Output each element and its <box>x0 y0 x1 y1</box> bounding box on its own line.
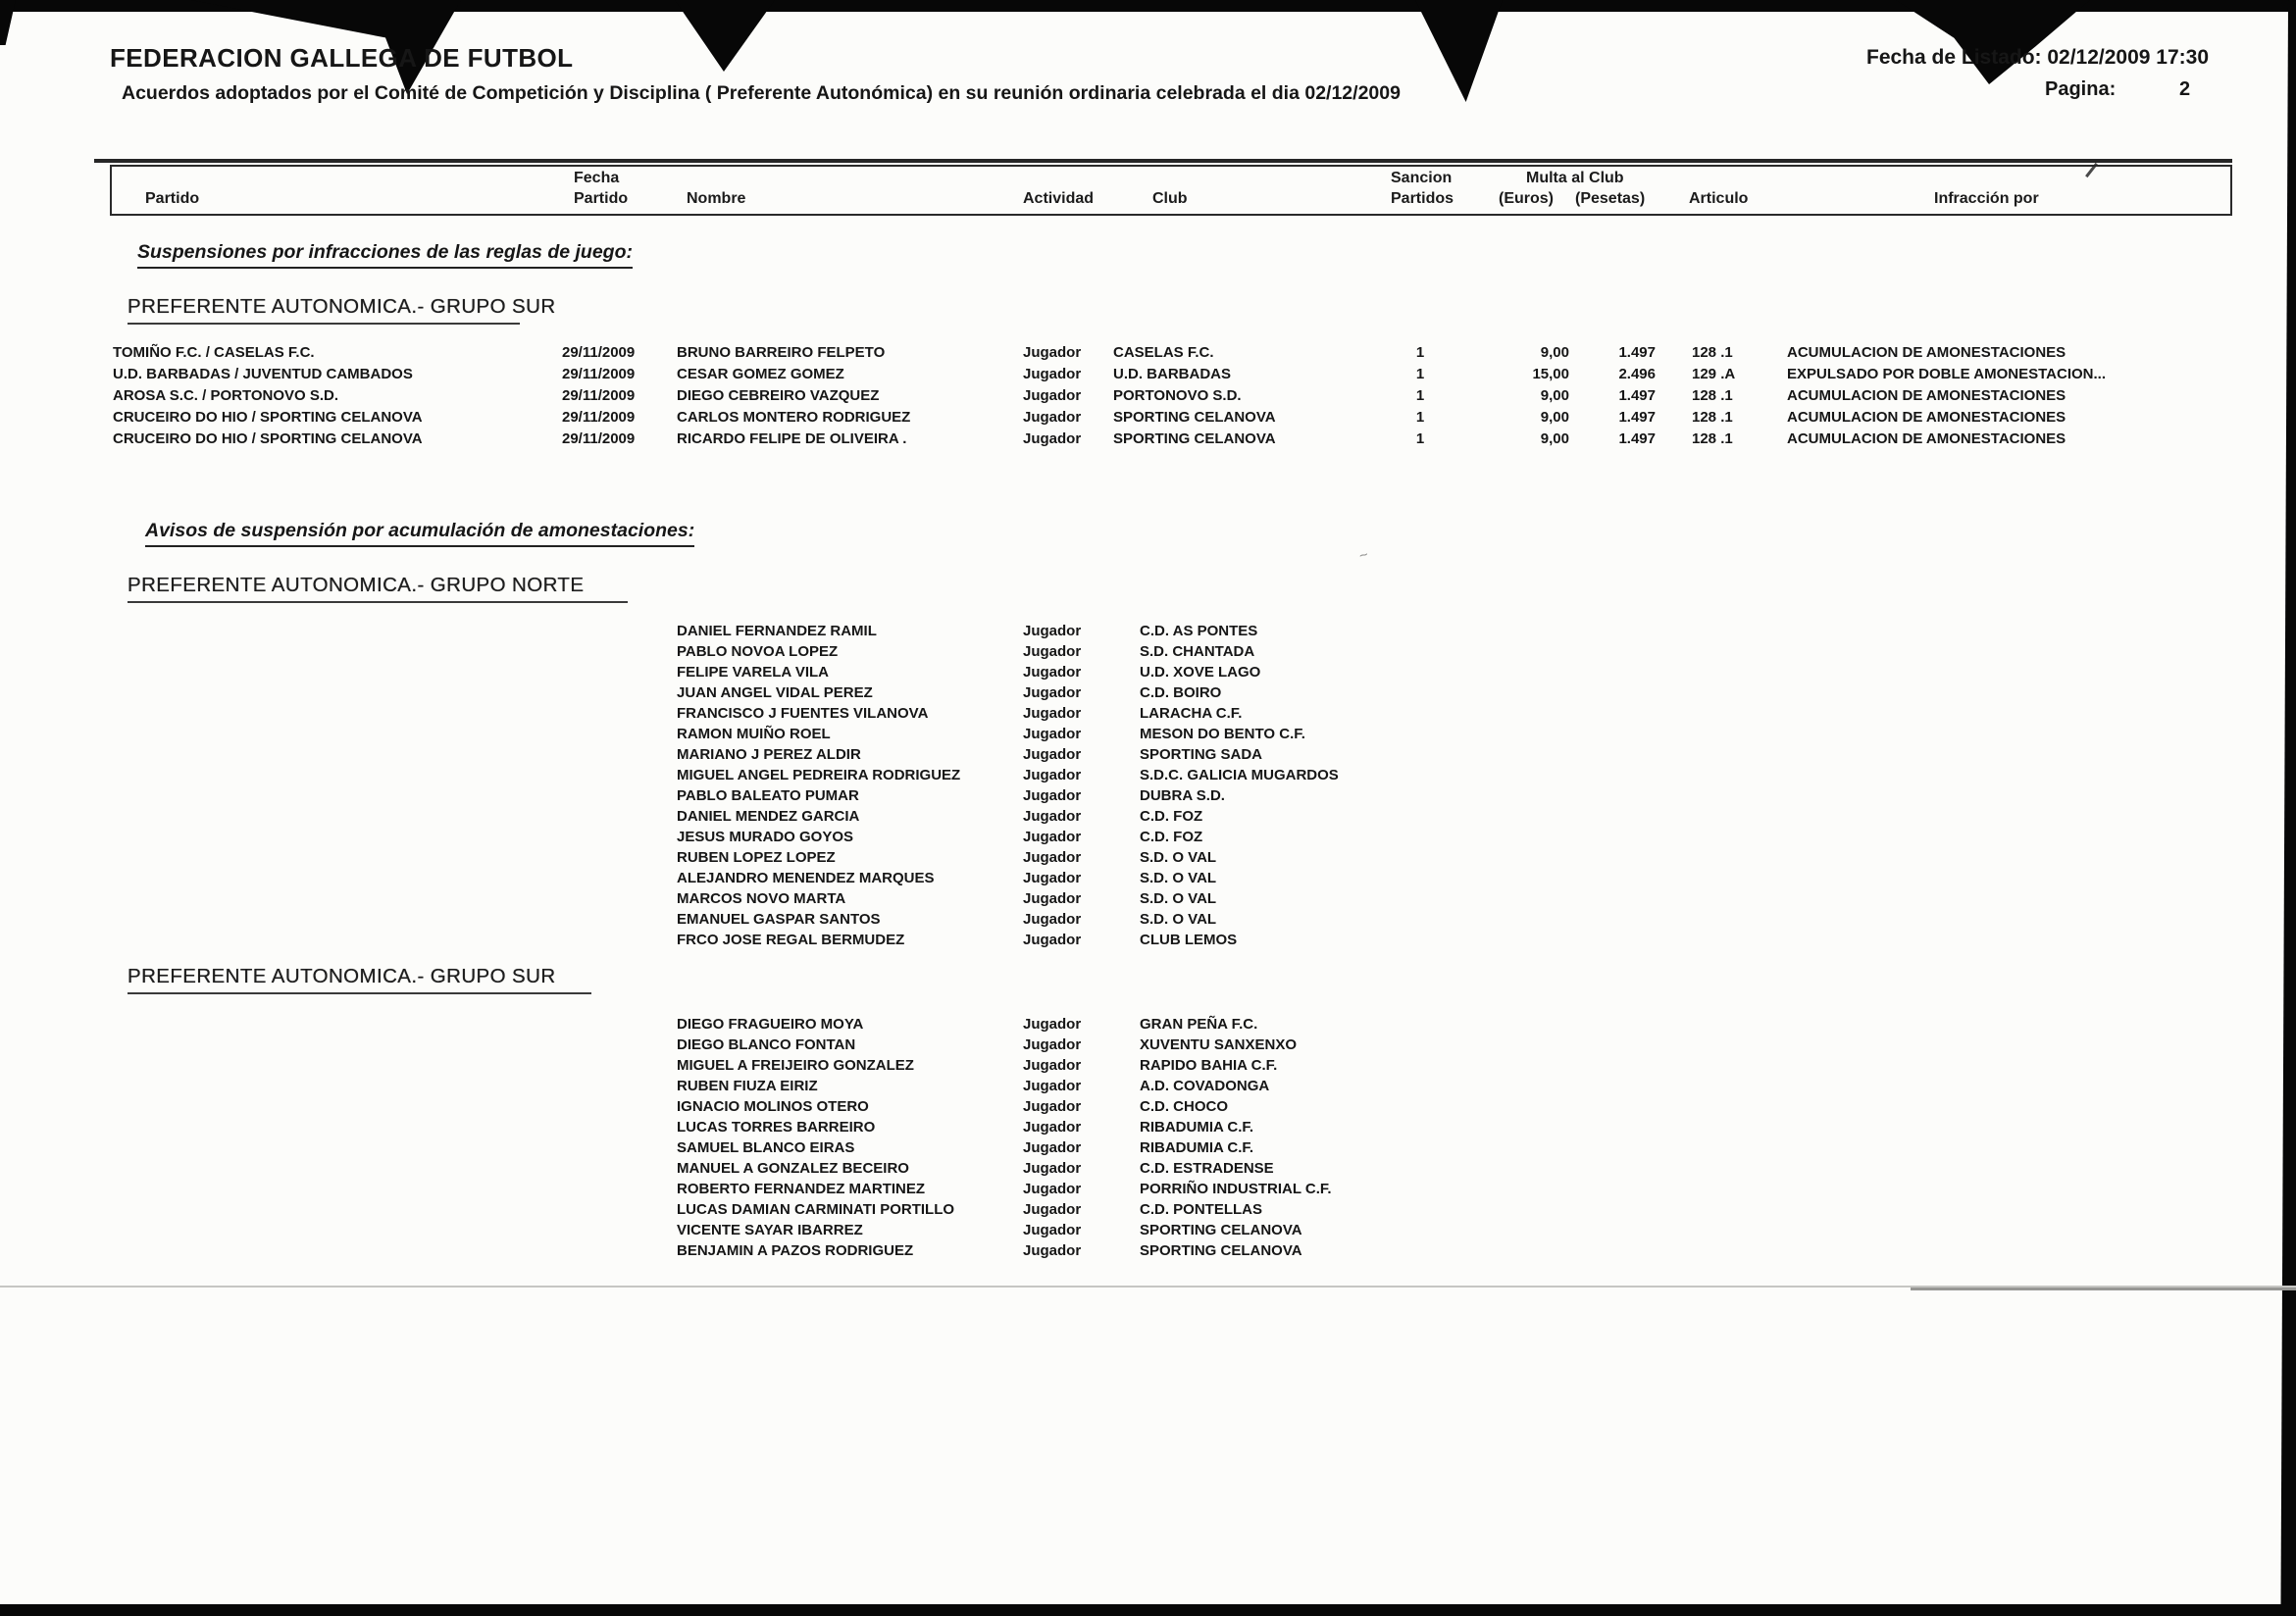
cell-actividad: Jugador <box>1023 366 1082 382</box>
cell-actividad: Jugador <box>1023 1139 1082 1156</box>
table-row <box>0 1015 2296 1035</box>
column-header-fecha-partido: Partido <box>574 190 629 207</box>
table-row <box>0 1200 2296 1221</box>
cell-nombre: DIEGO BLANCO FONTAN <box>677 1036 856 1053</box>
cell-actividad: Jugador <box>1023 849 1082 866</box>
cell-nombre: RICARDO FELIPE DE OLIVEIRA . <box>677 430 907 447</box>
cell-club: C.D. FOZ <box>1140 808 1203 825</box>
cell-euros: 9,00 <box>1540 344 1569 361</box>
table-row <box>0 1118 2296 1138</box>
cell-partido: U.D. BARBADAS / JUVENTUD CAMBADOS <box>113 366 413 382</box>
cell-nombre: ALEJANDRO MENENDEZ MARQUES <box>677 870 935 886</box>
cell-club: C.D. AS PONTES <box>1140 623 1258 639</box>
cell-sancion: 1 <box>1415 366 1425 382</box>
table-row <box>0 1159 2296 1180</box>
cell-partido: CRUCEIRO DO HIO / SPORTING CELANOVA <box>113 409 423 426</box>
cell-club: U.D. XOVE LAGO <box>1140 664 1261 681</box>
table-row <box>0 683 2296 704</box>
cell-nombre: RAMON MUIÑO ROEL <box>677 726 831 742</box>
cell-actividad: Jugador <box>1023 430 1082 447</box>
cell-club: DUBRA S.D. <box>1140 787 1225 804</box>
cell-club: C.D. ESTRADENSE <box>1140 1160 1274 1177</box>
cell-fecha: 29/11/2009 <box>562 409 636 426</box>
cell-actividad: Jugador <box>1023 787 1082 804</box>
cell-club: SPORTING SADA <box>1140 746 1263 763</box>
column-header-fecha: Fecha <box>574 170 620 186</box>
cell-nombre: LUCAS DAMIAN CARMINATI PORTILLO <box>677 1201 955 1218</box>
cell-nombre: DIEGO FRAGUEIRO MOYA <box>677 1016 864 1033</box>
cell-club: MESON DO BENTO C.F. <box>1140 726 1305 742</box>
cell-actividad: Jugador <box>1023 932 1082 948</box>
scan-artifact-blob <box>1415 0 1503 102</box>
cell-nombre: VICENTE SAYAR IBARREZ <box>677 1222 863 1238</box>
table-row <box>0 869 2296 889</box>
table-row <box>0 642 2296 663</box>
table-row <box>0 1138 2296 1159</box>
cell-pesetas: 1.497 <box>1618 409 1656 426</box>
table-row <box>0 1056 2296 1077</box>
cell-club: PORTONOVO S.D. <box>1113 387 1242 404</box>
cell-fecha: 29/11/2009 <box>562 430 636 447</box>
table-row <box>0 622 2296 642</box>
cell-club: S.D. O VAL <box>1140 890 1217 907</box>
cell-actividad: Jugador <box>1023 344 1082 361</box>
cell-articulo: 128 .1 <box>1692 387 1733 404</box>
scan-artifact-corner <box>0 0 16 45</box>
table-row <box>0 429 2296 451</box>
cell-club: SPORTING CELANOVA <box>1140 1222 1302 1238</box>
cell-actividad: Jugador <box>1023 726 1082 742</box>
cell-pesetas: 2.496 <box>1618 366 1656 382</box>
cell-infraccion: ACUMULACION DE AMONESTACIONES <box>1787 409 2066 426</box>
cell-actividad: Jugador <box>1023 623 1082 639</box>
cell-actividad: Jugador <box>1023 1036 1082 1053</box>
cell-actividad: Jugador <box>1023 890 1082 907</box>
cell-infraccion: ACUMULACION DE AMONESTACIONES <box>1787 430 2066 447</box>
cell-club: SPORTING CELANOVA <box>1113 409 1276 426</box>
cell-actividad: Jugador <box>1023 664 1082 681</box>
table-row <box>0 1077 2296 1097</box>
cell-partido: AROSA S.C. / PORTONOVO S.D. <box>113 387 339 404</box>
scan-artifact-bottom-bar <box>0 1604 2296 1616</box>
cell-nombre: DIEGO CEBREIRO VAZQUEZ <box>677 387 880 404</box>
table-row <box>0 1180 2296 1200</box>
cell-actividad: Jugador <box>1023 870 1082 886</box>
section-title-avisos: Avisos de suspensión por acumulación de amonestaciones: <box>145 520 694 547</box>
organization-title: FEDERACION GALLEGA DE FUTBOL <box>110 43 574 73</box>
cell-club: LARACHA C.F. <box>1140 705 1243 722</box>
table-row <box>0 725 2296 745</box>
table-row <box>0 889 2296 910</box>
cell-actividad: Jugador <box>1023 1242 1082 1259</box>
scan-artifact-fold-line <box>1911 1288 2296 1290</box>
column-header-partido: Partido <box>145 190 200 207</box>
cell-club: GRAN PEÑA F.C. <box>1140 1016 1258 1033</box>
table-row <box>0 828 2296 848</box>
cell-club: XUVENTU SANXENXO <box>1140 1036 1298 1053</box>
cell-nombre: MARIANO J PEREZ ALDIR <box>677 746 861 763</box>
cell-club: RIBADUMIA C.F. <box>1140 1139 1254 1156</box>
cell-actividad: Jugador <box>1023 911 1082 928</box>
cell-pesetas: 1.497 <box>1618 387 1656 404</box>
cell-sancion: 1 <box>1415 387 1425 404</box>
section-title-suspensiones: Suspensiones por infracciones de las reglas de juego: <box>137 241 633 269</box>
column-header-sancion: Sancion <box>1391 170 1453 186</box>
cell-euros: 9,00 <box>1540 409 1569 426</box>
cell-fecha: 29/11/2009 <box>562 387 636 404</box>
cell-nombre: MANUEL A GONZALEZ BECEIRO <box>677 1160 909 1177</box>
cell-nombre: MARCOS NOVO MARTA <box>677 890 846 907</box>
cell-infraccion: ACUMULACION DE AMONESTACIONES <box>1787 387 2066 404</box>
cell-actividad: Jugador <box>1023 767 1082 783</box>
table-row <box>0 910 2296 931</box>
cell-pesetas: 1.497 <box>1618 344 1656 361</box>
cell-nombre: ROBERTO FERNANDEZ MARTINEZ <box>677 1181 926 1197</box>
cell-nombre: PABLO NOVOA LOPEZ <box>677 643 839 660</box>
cell-actividad: Jugador <box>1023 1016 1082 1033</box>
table-row <box>0 704 2296 725</box>
cell-nombre: JESUS MURADO GOYOS <box>677 829 854 845</box>
cell-fecha: 29/11/2009 <box>562 344 636 361</box>
cell-nombre: SAMUEL BLANCO EIRAS <box>677 1139 855 1156</box>
cell-club: PORRIÑO INDUSTRIAL C.F. <box>1140 1181 1332 1197</box>
cell-actividad: Jugador <box>1023 705 1082 722</box>
cell-articulo: 128 .1 <box>1692 344 1733 361</box>
cell-nombre: PABLO BALEATO PUMAR <box>677 787 859 804</box>
suspensiones-table <box>0 343 2296 451</box>
cell-club: RIBADUMIA C.F. <box>1140 1119 1254 1136</box>
cell-actividad: Jugador <box>1023 1119 1082 1136</box>
column-header-multa: Multa al Club <box>1526 170 1624 186</box>
cell-articulo: 128 .1 <box>1692 430 1733 447</box>
cell-nombre: FRANCISCO J FUENTES VILANOVA <box>677 705 929 722</box>
cell-nombre: FELIPE VARELA VILA <box>677 664 830 681</box>
column-header-nombre: Nombre <box>687 190 746 207</box>
cell-actividad: Jugador <box>1023 808 1082 825</box>
cell-nombre: EMANUEL GASPAR SANTOS <box>677 911 881 928</box>
cell-articulo: 128 .1 <box>1692 409 1733 426</box>
cell-club: SPORTING CELANOVA <box>1113 430 1276 447</box>
table-row <box>0 931 2296 951</box>
cell-actividad: Jugador <box>1023 409 1082 426</box>
cell-club: CLUB LEMOS <box>1140 932 1238 948</box>
cell-nombre: BENJAMIN A PAZOS RODRIGUEZ <box>677 1242 914 1259</box>
cell-articulo: 129 .A <box>1692 366 1736 382</box>
cell-club: C.D. PONTELLAS <box>1140 1201 1263 1218</box>
cell-actividad: Jugador <box>1023 684 1082 701</box>
cell-sancion: 1 <box>1415 409 1425 426</box>
cell-club: RAPIDO BAHIA C.F. <box>1140 1057 1278 1074</box>
cell-actividad: Jugador <box>1023 746 1082 763</box>
cell-euros: 9,00 <box>1540 430 1569 447</box>
cell-nombre: RUBEN LOPEZ LOPEZ <box>677 849 836 866</box>
cell-partido: CRUCEIRO DO HIO / SPORTING CELANOVA <box>113 430 423 447</box>
cell-club: CASELAS F.C. <box>1113 344 1214 361</box>
group-heading-sur-2: PREFERENTE AUTONOMICA.- GRUPO SUR <box>128 965 591 994</box>
table-row <box>0 386 2296 408</box>
cell-nombre: IGNACIO MOLINOS OTERO <box>677 1098 869 1115</box>
table-row <box>0 1221 2296 1241</box>
cell-nombre: CARLOS MONTERO RODRIGUEZ <box>677 409 911 426</box>
cell-infraccion: EXPULSADO POR DOBLE AMONESTACION... <box>1787 366 2107 382</box>
column-header-infraccion: Infracción por <box>1934 190 2039 207</box>
cell-nombre: JUAN ANGEL VIDAL PEREZ <box>677 684 873 701</box>
column-header-actividad: Actividad <box>1023 190 1095 207</box>
cell-nombre: RUBEN FIUZA EIRIZ <box>677 1078 818 1094</box>
column-header-sancion-partidos: Partidos <box>1391 190 1454 207</box>
cell-sancion: 1 <box>1415 430 1425 447</box>
cell-club: SPORTING CELANOVA <box>1140 1242 1302 1259</box>
scan-artifact-squiggle: ~ <box>1356 546 1371 565</box>
group-heading-norte: PREFERENTE AUTONOMICA.- GRUPO NORTE <box>128 574 628 603</box>
table-row <box>0 1241 2296 1262</box>
table-row <box>0 786 2296 807</box>
cell-nombre: FRCO JOSE REGAL BERMUDEZ <box>677 932 905 948</box>
column-header-articulo: Articulo <box>1689 190 1749 207</box>
table-header-top-rule <box>94 159 2232 163</box>
cell-nombre: DANIEL FERNANDEZ RAMIL <box>677 623 877 639</box>
table-row <box>0 408 2296 429</box>
cell-actividad: Jugador <box>1023 1181 1082 1197</box>
table-row <box>0 365 2296 386</box>
cell-club: S.D. O VAL <box>1140 911 1217 928</box>
cell-nombre: MIGUEL A FREIJEIRO GONZALEZ <box>677 1057 914 1074</box>
cell-nombre: LUCAS TORRES BARREIRO <box>677 1119 876 1136</box>
cell-actividad: Jugador <box>1023 387 1082 404</box>
table-row <box>0 663 2296 683</box>
column-header-club: Club <box>1152 190 1188 207</box>
scan-artifact-blob <box>675 0 775 72</box>
cell-actividad: Jugador <box>1023 1078 1082 1094</box>
cell-club: S.D. CHANTADA <box>1140 643 1255 660</box>
page-number-label: Pagina: <box>2045 78 2117 100</box>
scan-artifact-blob <box>1896 0 2090 84</box>
cell-nombre: BRUNO BARREIRO FELPETO <box>677 344 886 361</box>
cell-club: C.D. FOZ <box>1140 829 1203 845</box>
cell-euros: 15,00 <box>1532 366 1569 382</box>
cell-nombre: DANIEL MENDEZ GARCIA <box>677 808 860 825</box>
cell-club: A.D. COVADONGA <box>1140 1078 1270 1094</box>
listing-date: Fecha de Listado: 02/12/2009 17:30 <box>1866 46 2210 69</box>
cell-actividad: Jugador <box>1023 1160 1082 1177</box>
cell-nombre: MIGUEL ANGEL PEDREIRA RODRIGUEZ <box>677 767 961 783</box>
cell-club: S.D. O VAL <box>1140 870 1217 886</box>
document-subtitle: Acuerdos adoptados por el Comité de Competición y Disciplina ( Preferente Autonómica) en su reunión ordinaria celebrada el dia 02/12/2009 <box>122 82 1401 104</box>
cell-club: C.D. BOIRO <box>1140 684 1222 701</box>
cell-sancion: 1 <box>1415 344 1425 361</box>
cell-actividad: Jugador <box>1023 1057 1082 1074</box>
cell-pesetas: 1.497 <box>1618 430 1656 447</box>
cell-club: S.D.C. GALICIA MUGARDOS <box>1140 767 1339 783</box>
cell-nombre: CESAR GOMEZ GOMEZ <box>677 366 844 382</box>
cell-fecha: 29/11/2009 <box>562 366 636 382</box>
cell-club: S.D. O VAL <box>1140 849 1217 866</box>
table-row <box>0 807 2296 828</box>
avisos-sur-table <box>0 1015 2296 1262</box>
cell-actividad: Jugador <box>1023 829 1082 845</box>
cell-actividad: Jugador <box>1023 1222 1082 1238</box>
cell-actividad: Jugador <box>1023 1098 1082 1115</box>
table-row <box>0 745 2296 766</box>
cell-club: C.D. CHOCO <box>1140 1098 1228 1115</box>
column-header-euros: (Euros) <box>1499 190 1554 207</box>
table-row <box>0 1035 2296 1056</box>
column-header-pesetas: (Pesetas) <box>1575 190 1646 207</box>
table-row <box>0 343 2296 365</box>
table-row <box>0 766 2296 786</box>
cell-actividad: Jugador <box>1023 1201 1082 1218</box>
table-row <box>0 848 2296 869</box>
page-number-value: 2 <box>2179 78 2191 100</box>
avisos-norte-table <box>0 622 2296 951</box>
cell-club: U.D. BARBADAS <box>1113 366 1231 382</box>
cell-actividad: Jugador <box>1023 643 1082 660</box>
table-row <box>0 1097 2296 1118</box>
cell-euros: 9,00 <box>1540 387 1569 404</box>
group-heading-sur: PREFERENTE AUTONOMICA.- GRUPO SUR <box>128 295 520 325</box>
cell-partido: TOMIÑO F.C. / CASELAS F.C. <box>113 344 315 361</box>
cell-infraccion: ACUMULACION DE AMONESTACIONES <box>1787 344 2066 361</box>
